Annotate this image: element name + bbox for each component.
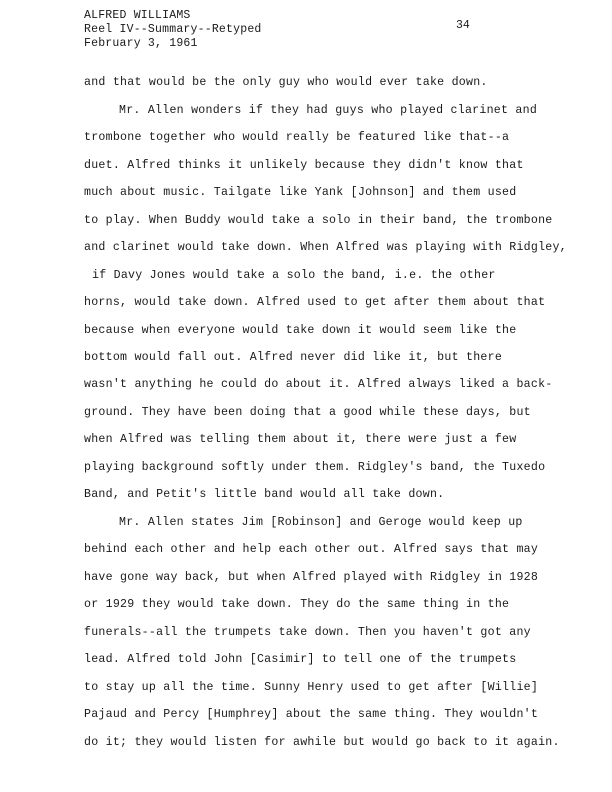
text-line: Pajaud and Percy [Humphrey] about the same thing. They wouldn't bbox=[84, 708, 539, 721]
text-line: trombone together who would really be featured like that--a bbox=[84, 131, 510, 144]
text-line: Mr. Allen states Jim [Robinson] and Geroge would keep up bbox=[119, 516, 523, 529]
header-reel: Reel IV--Summary--Retyped bbox=[84, 23, 262, 36]
text-line: bottom would fall out. Alfred never did like it, but there bbox=[84, 351, 503, 364]
text-line: to stay up all the time. Sunny Henry used to get after [Willie] bbox=[84, 681, 539, 694]
text-line: behind each other and help each other out. Alfred says that may bbox=[84, 543, 539, 556]
page-header bbox=[84, 9, 262, 51]
text-line: do it; they would listen for awhile but would go back to it again. bbox=[84, 736, 560, 749]
text-line: and that would be the only guy who would ever take down. bbox=[84, 76, 488, 89]
text-line: much about music. Tailgate like Yank [Johnson] and them used bbox=[84, 186, 517, 199]
text-line: Band, and Petit's little band would all take down. bbox=[84, 488, 445, 501]
header-date: February 3, 1961 bbox=[84, 37, 198, 50]
text-line: when Alfred was telling them about it, there were just a few bbox=[84, 433, 517, 446]
text-line: playing background softly under them. Ridgley's band, the Tuxedo bbox=[84, 461, 546, 474]
text-line: duet. Alfred thinks it unlikely because they didn't know that bbox=[84, 159, 524, 172]
text-line: horns, would take down. Alfred used to get after them about that bbox=[84, 296, 546, 309]
text-line: ground. They have been doing that a good while these days, but bbox=[84, 406, 531, 419]
text-line: Mr. Allen wonders if they had guys who played clarinet and bbox=[119, 104, 538, 117]
text-line: or 1929 they would take down. They do the same thing in the bbox=[84, 598, 510, 611]
text-line: funerals--all the trumpets take down. Then you haven't got any bbox=[84, 626, 531, 639]
text-line: have gone way back, but when Alfred played with Ridgley in 1928 bbox=[84, 571, 539, 584]
text-line: because when everyone would take down it would seem like the bbox=[84, 324, 517, 337]
text-line: wasn't anything he could do about it. Alfred always liked a back- bbox=[84, 378, 553, 391]
header-name: ALFRED WILLIAMS bbox=[84, 9, 191, 22]
text-line: to play. When Buddy would take a solo in their band, the trombone bbox=[84, 214, 553, 227]
text-line: and clarinet would take down. When Alfred was playing with Ridgley, bbox=[84, 241, 567, 254]
text-line: lead. Alfred told John [Casimir] to tell one of the trumpets bbox=[84, 653, 517, 666]
text-line: if Davy Jones would take a solo the band, i.e. the other bbox=[92, 269, 496, 282]
page-number: 34 bbox=[456, 19, 470, 32]
